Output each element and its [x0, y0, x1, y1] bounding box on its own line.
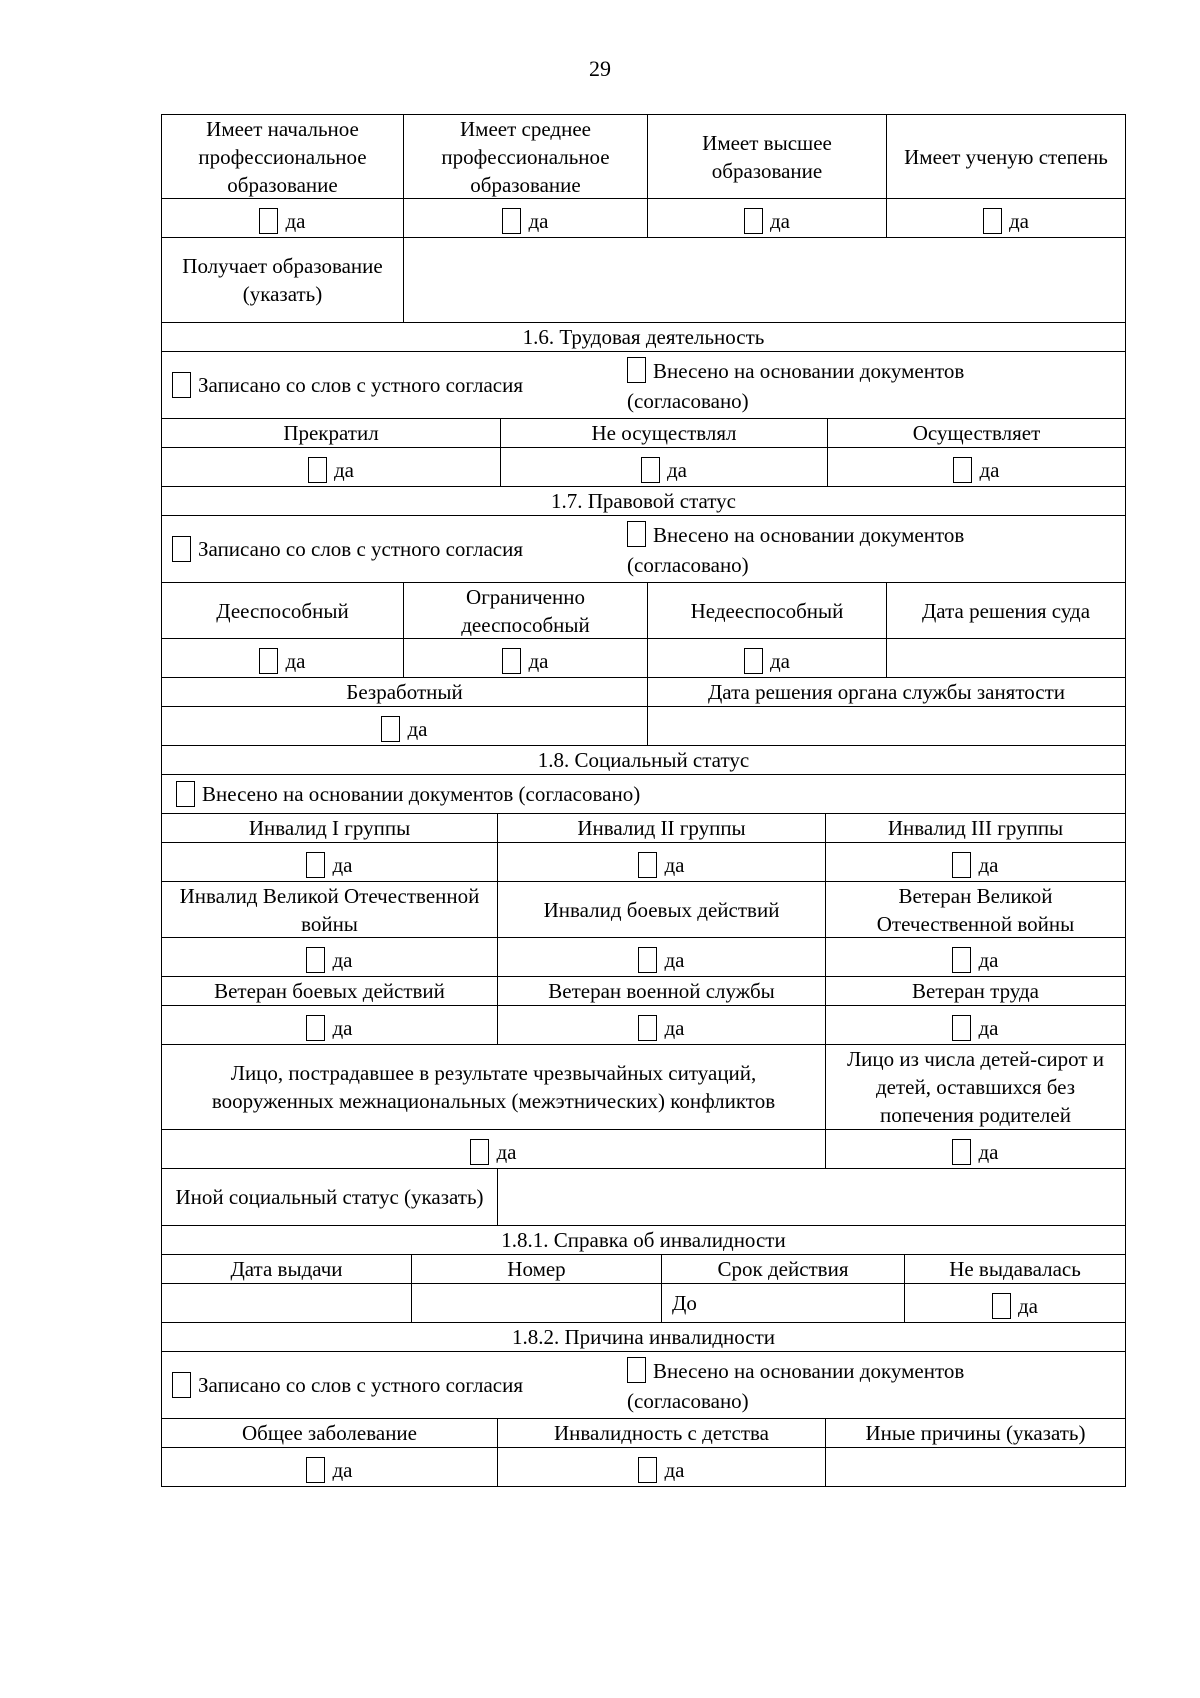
legal-incapable-checkbox[interactable]	[744, 648, 763, 674]
legal-checkbox-row	[162, 639, 1126, 678]
legal-limited-header: Ограниченно дееспособный	[404, 583, 648, 638]
cause-general-checkbox[interactable]	[306, 1457, 325, 1483]
education-degree-checkbox[interactable]	[983, 208, 1002, 234]
studying-field[interactable]	[404, 238, 1126, 322]
yes-label: да	[664, 1016, 685, 1040]
education-degree-header: Имеет ученую степень	[887, 115, 1126, 198]
disabled-group3-header: Инвалид III группы	[826, 814, 1126, 842]
labor-stopped-header: Прекратил	[162, 419, 501, 447]
cause-docs-note: (согласовано)	[627, 1389, 749, 1413]
labor-oral-label: Записано со слов с устного согласия	[198, 373, 523, 397]
disabled-ww2-checkbox[interactable]	[306, 947, 325, 973]
yes-label: да	[769, 209, 790, 233]
cause-oral-label: Записано со слов с устного согласия	[198, 1373, 523, 1397]
cause-childhood-checkbox[interactable]	[638, 1457, 657, 1483]
orphan-header: Лицо из числа детей-сирот и детей, оставшихся без попечения родителей	[826, 1045, 1126, 1129]
cause-oral-checkbox[interactable]	[172, 1372, 191, 1398]
unemployed-checkbox[interactable]	[381, 716, 400, 742]
disabled-combat-checkbox[interactable]	[638, 947, 657, 973]
legal-header-row	[162, 583, 1126, 639]
labor-title-row	[162, 323, 1126, 352]
social-docs-checkbox[interactable]	[176, 781, 195, 807]
certificate-value-row	[162, 1284, 1126, 1323]
yes-label: да	[285, 209, 306, 233]
labor-stopped-checkbox[interactable]	[308, 457, 327, 483]
emergency-victim-header: Лицо, пострадавшее в результате чрезвычайных ситуаций, вооруженных межнациональных (межэтнических) конфликтов	[162, 1045, 826, 1129]
legal-incapable-header: Недееспособный	[648, 583, 887, 638]
education-header-row	[162, 115, 1126, 199]
yes-label: да	[528, 649, 549, 673]
veteran-combat-checkbox[interactable]	[306, 1015, 325, 1041]
education-higher-header: Имеет высшее образование	[648, 115, 887, 198]
labor-active-header: Осуществляет	[828, 419, 1126, 447]
veteran-labor-checkbox[interactable]	[952, 1015, 971, 1041]
employment-date-field[interactable]	[648, 707, 1126, 745]
veteran-combat-header: Ветеран боевых действий	[162, 977, 498, 1005]
education-initial-header: Имеет начальное профессиональное образование	[162, 115, 404, 198]
certificate-title-row	[162, 1226, 1126, 1255]
cause-docs-checkbox[interactable]	[627, 1357, 646, 1383]
veteran-military-header: Ветеран военной службы	[498, 977, 826, 1005]
education-checkbox-row	[162, 199, 1126, 238]
labor-never-header: Не осуществлял	[501, 419, 828, 447]
social-row1-header	[162, 814, 1126, 843]
yes-label: да	[1017, 1294, 1038, 1318]
legal-court-date-header: Дата решения суда	[887, 583, 1126, 638]
social-row4-header	[162, 1045, 1126, 1130]
social-other-field[interactable]	[498, 1169, 1126, 1225]
legal-title-row	[162, 487, 1126, 516]
certificate-not-issued-header: Не выдавалась	[905, 1255, 1126, 1283]
cause-childhood-header: Инвалидность с детства	[498, 1419, 826, 1447]
veteran-ww2-header: Ветеран Великой Отечественной войны	[826, 882, 1126, 937]
emergency-victim-checkbox[interactable]	[470, 1139, 489, 1165]
social-source-row	[162, 775, 1126, 814]
unemployed-header-row	[162, 678, 1126, 707]
social-row3-header	[162, 977, 1126, 1006]
social-other-row	[162, 1169, 1126, 1226]
social-title-row	[162, 746, 1126, 775]
social-docs-label: Внесено на основании документов (согласовано)	[202, 782, 641, 806]
employment-date-header: Дата решения органа службы занятости	[648, 678, 1126, 706]
yes-label: да	[664, 1458, 685, 1482]
legal-capable-header: Дееспособный	[162, 583, 404, 638]
studying-row	[162, 238, 1126, 323]
yes-label: да	[978, 853, 999, 877]
cause-checkbox-row	[162, 1448, 1126, 1487]
education-initial-checkbox[interactable]	[259, 208, 278, 234]
certificate-section-title: 1.8.1. Справка об инвалидности	[162, 1226, 1126, 1254]
orphan-checkbox[interactable]	[952, 1139, 971, 1165]
social-row3-checkboxes	[162, 1006, 1126, 1045]
yes-label: да	[1008, 209, 1029, 233]
yes-label: да	[332, 1016, 353, 1040]
yes-label: да	[664, 948, 685, 972]
page-number: 29	[589, 56, 611, 81]
labor-section-title: 1.6. Трудовая деятельность	[162, 323, 1126, 351]
unemployed-header: Безработный	[162, 678, 648, 706]
form-table	[161, 114, 1126, 1487]
social-row2-checkboxes	[162, 938, 1126, 977]
certificate-not-issued-checkbox[interactable]	[992, 1293, 1011, 1319]
yes-label: да	[664, 853, 685, 877]
yes-label: да	[285, 649, 306, 673]
cause-other-header: Иные причины (указать)	[826, 1419, 1126, 1447]
legal-capable-checkbox[interactable]	[259, 648, 278, 674]
certificate-number-header: Номер	[412, 1255, 662, 1283]
disabled-group2-checkbox[interactable]	[638, 852, 657, 878]
legal-docs-note: (согласовано)	[627, 553, 749, 577]
yes-label: да	[769, 649, 790, 673]
yes-label: да	[496, 1140, 517, 1164]
certificate-validity-header: Срок действия	[662, 1255, 905, 1283]
yes-label: да	[332, 948, 353, 972]
legal-docs-checkbox[interactable]	[627, 521, 646, 547]
labor-oral-checkbox[interactable]	[172, 372, 191, 398]
veteran-ww2-checkbox[interactable]	[952, 947, 971, 973]
education-higher-checkbox[interactable]	[744, 208, 763, 234]
labor-docs-checkbox[interactable]	[627, 357, 646, 383]
labor-checkbox-row	[162, 448, 1126, 487]
yes-label: да	[666, 458, 687, 482]
cause-other-field[interactable]	[826, 1448, 1126, 1486]
disabled-combat-header: Инвалид боевых действий	[498, 882, 826, 937]
labor-docs-label: Внесено на основании документов	[653, 359, 965, 383]
education-secondary-checkbox[interactable]	[502, 208, 521, 234]
cause-section-title: 1.8.2. Причина инвалидности	[162, 1323, 1126, 1351]
disabled-ww2-header: Инвалид Великой Отечественной войны	[162, 882, 498, 937]
social-section-title: 1.8. Социальный статус	[162, 746, 1126, 774]
yes-label: да	[978, 1016, 999, 1040]
social-row4-checkboxes	[162, 1130, 1126, 1169]
cause-header-row	[162, 1419, 1126, 1448]
yes-label: да	[978, 1140, 999, 1164]
labor-source-row	[162, 352, 1126, 419]
social-other-label: Иной социальный статус (указать)	[162, 1169, 498, 1225]
education-secondary-header: Имеет среднее профессиональное образование	[404, 115, 648, 198]
social-row2-header	[162, 882, 1126, 938]
yes-label: да	[333, 458, 354, 482]
certificate-header-row	[162, 1255, 1126, 1284]
certificate-number-field[interactable]	[412, 1284, 662, 1322]
yes-label: да	[979, 458, 1000, 482]
legal-oral-label: Записано со слов с устного согласия	[198, 537, 523, 561]
disabled-group1-checkbox[interactable]	[306, 852, 325, 878]
unemployed-checkbox-row	[162, 707, 1126, 746]
cause-source-row	[162, 1352, 1126, 1419]
certificate-date-field[interactable]	[162, 1284, 412, 1322]
studying-label: Получает образование (указать)	[162, 238, 404, 322]
certificate-date-header: Дата выдачи	[162, 1255, 412, 1283]
veteran-labor-header: Ветеран труда	[826, 977, 1126, 1005]
labor-active-checkbox[interactable]	[953, 457, 972, 483]
yes-label: да	[332, 1458, 353, 1482]
social-row1-checkboxes	[162, 843, 1126, 882]
veteran-military-checkbox[interactable]	[638, 1015, 657, 1041]
yes-label: да	[978, 948, 999, 972]
certificate-validity-field[interactable]: До	[662, 1284, 905, 1322]
yes-label: да	[407, 717, 428, 741]
labor-docs-note: (согласовано)	[627, 389, 749, 413]
disabled-group1-header: Инвалид I группы	[162, 814, 498, 842]
legal-section-title: 1.7. Правовой статус	[162, 487, 1126, 515]
cause-docs-label: Внесено на основании документов	[653, 1359, 965, 1383]
yes-label: да	[332, 853, 353, 877]
legal-court-date-field[interactable]	[887, 639, 1126, 677]
legal-docs-label: Внесено на основании документов	[653, 523, 965, 547]
legal-limited-checkbox[interactable]	[502, 648, 521, 674]
legal-source-row	[162, 516, 1126, 583]
cause-title-row	[162, 1323, 1126, 1352]
yes-label: да	[528, 209, 549, 233]
legal-oral-checkbox[interactable]	[172, 536, 191, 562]
disabled-group3-checkbox[interactable]	[952, 852, 971, 878]
cause-general-header: Общее заболевание	[162, 1419, 498, 1447]
disabled-group2-header: Инвалид II группы	[498, 814, 826, 842]
labor-never-checkbox[interactable]	[641, 457, 660, 483]
labor-header-row	[162, 419, 1126, 448]
